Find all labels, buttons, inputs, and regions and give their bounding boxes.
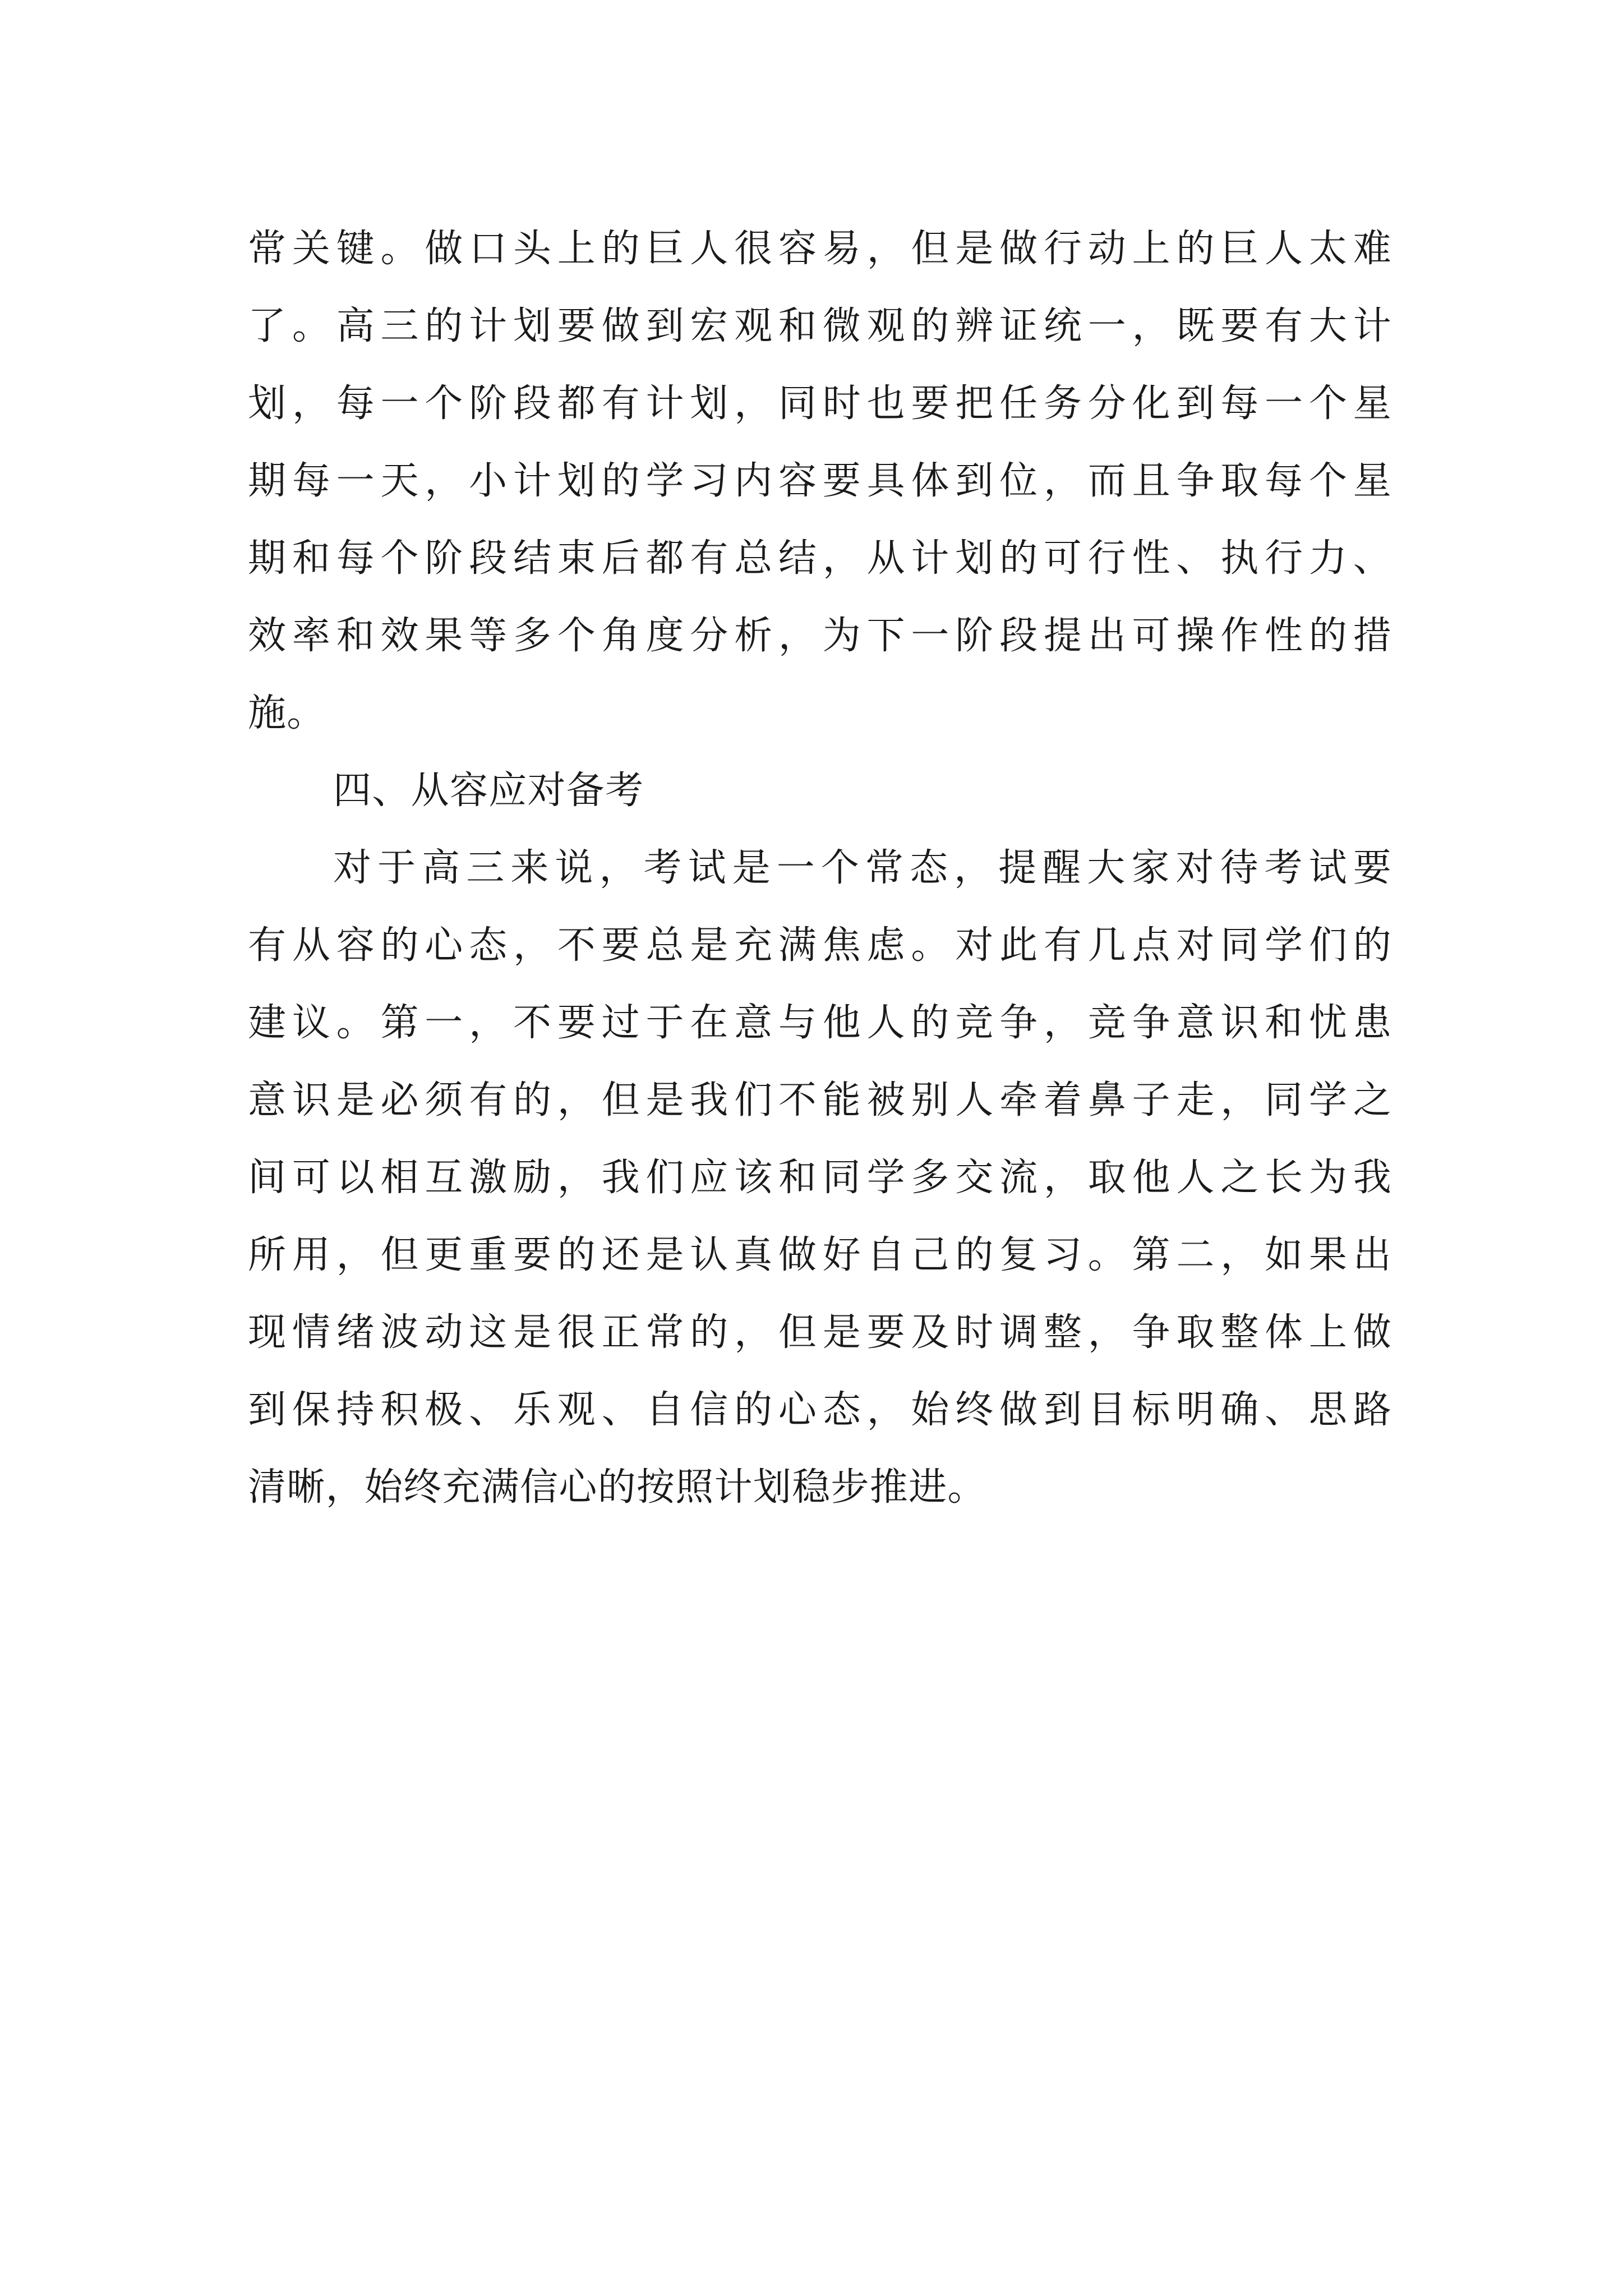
text-line: 所用，但更重要的还是认真做好自己的复习。第二，如果出 — [248, 1233, 1392, 1277]
text-line: 间可以相互激励，我们应该和同学多交流，取他人之长为我 — [248, 1156, 1392, 1200]
text-line: 期和每个阶段结束后都有总结，从计划的可行性、执行力、 — [248, 536, 1392, 581]
document-body — [248, 210, 1392, 1526]
text-line: 常关键。做口头上的巨人很容易，但是做行动上的巨人太难 — [248, 227, 1392, 271]
text-line: 划，每一个阶段都有计划，同时也要把任务分化到每一个星 — [248, 381, 1392, 426]
text-line: 施。 — [248, 691, 326, 735]
heading-line: 四、从容应对备考 — [333, 769, 644, 813]
text-line: 到保持积极、乐观、自信的心态，始终做到目标明确、思路 — [248, 1388, 1392, 1432]
text-line: 现情绪波动这是很正常的，但是要及时调整，争取整体上做 — [248, 1310, 1392, 1355]
text-line: 有从容的心态，不要总是充满焦虑。对此有几点对同学们的 — [248, 923, 1392, 968]
plan-paragraph — [248, 210, 1392, 752]
text-line: 建议。第一，不要过于在意与他人的竞争，竞争意识和忧患 — [248, 1001, 1392, 1045]
text-line: 清晰，始终充满信心的按照计划稳步推进。 — [248, 1465, 986, 1510]
text-line: 意识是必须有的，但是我们不能被别人牵着鼻子走，同学之 — [248, 1078, 1392, 1122]
text-line: 期每一天，小计划的学习内容要具体到位，而且争取每个星 — [248, 459, 1392, 503]
text-line: 效率和效果等多个角度分析，为下一阶段提出可操作性的措 — [248, 614, 1392, 658]
section-heading — [248, 752, 1392, 830]
exam-paragraph — [248, 830, 1392, 1526]
text-line: 对于高三来说，考试是一个常态，提醒大家对待考试要 — [333, 846, 1392, 890]
text-line: 了。高三的计划要做到宏观和微观的辨证统一，既要有大计 — [248, 304, 1392, 348]
